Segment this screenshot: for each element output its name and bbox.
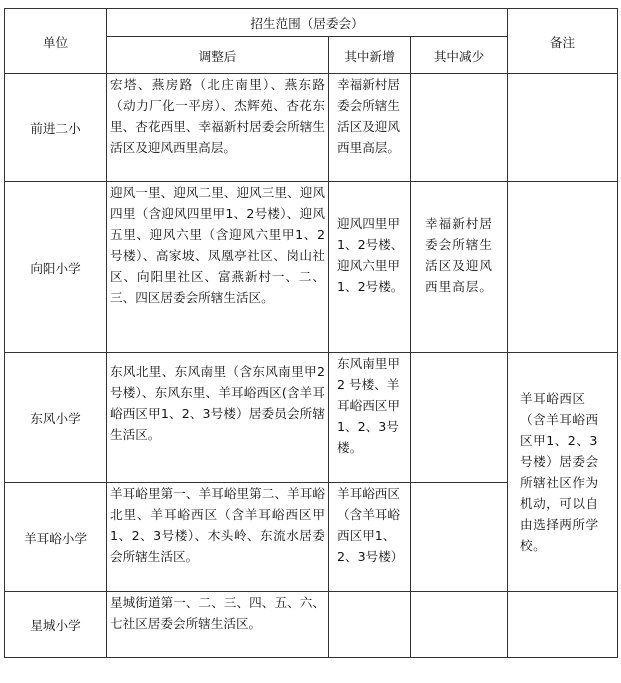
adjusted-scope-cell: 东风北里、东风南里（含东风南里甲2号楼）、东风东里、羊耳峪西区(含羊耳峪西区甲1、2、3号楼）居委员会所辖生活区。: [107, 353, 329, 483]
reduced-scope-cell: [411, 483, 508, 592]
reduced-scope-cell: 幸福新村居委会所辖生活区及迎风西里高层。: [411, 182, 508, 353]
remark-cell: [508, 592, 618, 658]
adjusted-scope-cell: 星城街道第一、二、三、四、五、六、七社区居委会所辖生活区。: [107, 592, 329, 658]
header-scope: 招生范围（居委会）: [107, 9, 508, 37]
header-added: 其中新增: [329, 37, 411, 74]
unit-cell: 羊耳峪小学: [5, 483, 107, 592]
added-scope-cell: 羊耳峪西区（含羊耳峪西区甲1、2、3号楼）: [329, 483, 411, 592]
reduced-scope-cell: [411, 353, 508, 483]
table-row: [5, 74, 618, 182]
table-row: [5, 353, 618, 483]
remark-cell: [508, 74, 618, 182]
unit-cell: 向阳小学: [5, 182, 107, 353]
added-scope-cell: [329, 592, 411, 658]
enrollment-scope-table: [4, 8, 618, 658]
header-reduced: 其中减少: [411, 37, 508, 74]
adjusted-scope-cell: 迎风一里、迎风二里、迎风三里、迎风四里（含迎风四里甲1、2号楼）、迎风五里、迎风六里（含迎风六里甲1、2号楼）、高家坡、凤凰亭社区、岗山社区、向阳里社区、富燕新村一、二、三、四区居委会所辖生活区。: [107, 182, 329, 353]
added-scope-cell: 东风南里甲 2 号楼、羊耳峪西区甲 1、2、3号楼。: [329, 353, 411, 483]
reduced-scope-cell: [411, 74, 508, 182]
remark-cell: [508, 182, 618, 353]
added-scope-cell: 迎风四里甲1、2号楼、迎风六里甲1、2号楼。: [329, 182, 411, 353]
table-row: [5, 182, 618, 353]
added-scope-cell: 幸福新村居委会所辖生活区及迎风西里高层。: [329, 74, 411, 182]
merged-remark-cell: 羊耳峪西区（含羊耳峪西区甲1、2、3号楼）居委会所辖社区作为机动，可以自由选择两所学校。: [508, 353, 618, 592]
adjusted-scope-cell: 宏塔、燕房路（北庄南里）、燕东路（动力厂化一平房）、杰辉苑、杏花东里、杏花西里、幸福新村居委会所辖生活区及迎风西里高层。: [107, 74, 329, 182]
unit-cell: 前进二小: [5, 74, 107, 182]
header-row-top: [5, 9, 618, 37]
table-row: [5, 592, 618, 658]
enrollment-table-document: [4, 8, 618, 658]
header-adjusted: 调整后: [107, 37, 329, 74]
adjusted-scope-cell: 羊耳峪里第一、羊耳峪里第二、羊耳峪北里、羊耳峪西区（含羊耳峪西区甲1、2、3号楼）、木头岭、东流水居委会所辖生活区。: [107, 483, 329, 592]
unit-cell: 东风小学: [5, 353, 107, 483]
reduced-scope-cell: [411, 592, 508, 658]
unit-cell: 星城小学: [5, 592, 107, 658]
header-remark: 备注: [508, 9, 618, 74]
header-unit: 单位: [5, 9, 107, 74]
